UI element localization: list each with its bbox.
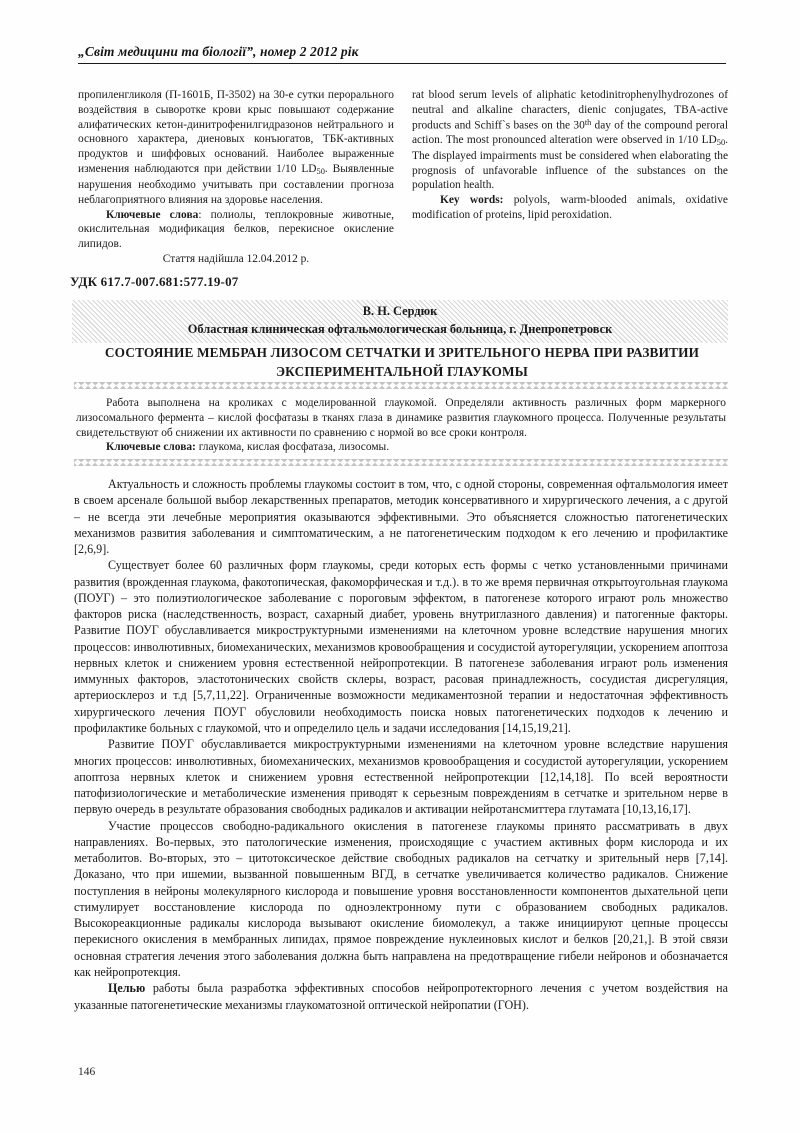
abstract-column-russian	[78, 88, 394, 267]
running-head	[78, 44, 726, 64]
body-paragraph-goal	[74, 980, 728, 1013]
keywords-ru-paragraph	[78, 208, 394, 252]
abstract-en-superscript: th	[584, 117, 592, 127]
zigzag-rule-top	[74, 382, 728, 389]
keywords-ru-label: Ключевые слова	[106, 208, 199, 221]
article-body	[74, 476, 728, 1013]
abstract-column-english	[412, 88, 728, 223]
keywords-en-paragraph	[412, 193, 728, 223]
article-title-line-2: ЭКСПЕРИМЕНТАЛЬНОЙ ГЛАУКОМЫ	[276, 363, 528, 379]
author-name: В. Н. Сердюк	[362, 304, 438, 318]
abstract-en-subscript: 50	[716, 137, 726, 147]
body-paragraph-4: Участие процессов свободно-радикального окисления в патогенезе глаукомы принято рассматривать в двух направлениях. Во-первых, это патологические изменения, происходящие с участием активных форм кислорода и их метаболитов. Во-вторых, это – цитотоксическое действие свободных радикалов на сетчатку и зрительный нерв [7,14]. Доказано, что при ишемии, вызванной повышенным ВГД, в сетчатке увеличивается количество радикалов. Снижение поступления в нейроны молекулярного кислорода и повышение уровня восстановленности компонентов дыхательной цепи стимулирует восстановление кислорода по одноэлектронному пути с образованием свободных радикалов. Высокореакционные радикалы кислорода вызывают окисление биомолекул, а также инициируют цепные процессы перекисного окисления в мембранных липидах, прямое повреждение нуклеиновых кислот и белков [20,21,]. В этой связи основная стратегия лечения этого заболевания должна быть направлена на предотвращение гибели нейронов и обозначается как нейропротекция.	[74, 818, 728, 979]
page-number: 146	[78, 1066, 96, 1078]
abstract-ru-paragraph	[78, 88, 394, 208]
article-abstract-body	[74, 389, 728, 459]
abstract-ru-text: пропиленгликоля (П-1601Б, П-3502) на 30-е сутки перорального воздействия в сыворотке крови крыс повышают содержание алифатических кетон-динитрофенилгидразонов нейтрального и основного характера, диеновых конъюгатов, ТБК-активных продуктов и шиффовых оснований. Наиболее выраженные изменения наблюдаются при действии 1/10 LD	[78, 89, 394, 176]
previous-article-abstracts	[78, 88, 728, 267]
abstract-en-part3: . The displayed impairments must be considered when elaborating the prognosis of unfavorable influence of the substances on the population health.	[412, 133, 728, 192]
body-paragraph-3: Развитие ПОУГ обуславливается микроструктурными изменениями на клеточном уровне вследствие нарушения многих процессов: инволютивных, биомеханических, механизмов кровообращения и сосудистой ауторегуляции, ускорением апоптоза нервных клеток и снижением уровня естественной нейропротекции [12,14,18]. По всей вероятности патофизиологические и метаболические изменения приводят к серьезным повреждениям в сетчатке и зрительном нерве в первую очередь в результате образования свободных радикалов и активации нейротансмиттера глутамата [10,13,16,17].	[74, 737, 728, 817]
abstract-en-part1: rat blood serum levels of aliphatic ketodinitrophenylhydrozones of neutral and alkaline characters, dienic conjugates, TBA-active products and Schiff`s bases on the 30	[412, 89, 728, 132]
article-title	[78, 344, 726, 382]
running-head-rule	[78, 63, 726, 64]
article-keywords-text: глаукома, кислая фосфатаза, лизосомы.	[195, 441, 390, 454]
udk-code: УДК 617.7-007.681:577.19-07	[70, 274, 239, 289]
abstract-en-paragraph	[412, 88, 728, 193]
author-band	[72, 300, 728, 343]
body-paragraph-2: Существует более 60 различных форм глаукомы, среди которых есть формы с четко установленными причинами развития (врожденная глаукома, факотопическая, факоморфическая и т.д.). в то же время первичная открытоугольная глаукома (ПОУГ) – это полиэтиологическое заболевание с пороговым эффектом, в патогенезе которого играют роль множество факторов риска (наследственность, возраст, сахарный диабет, уровень внутриглазного давления) и патогенные факторы. Развитие ПОУГ обуславливается микроструктурными изменениями на клеточном уровне вследствие нарушения многих процессов: инволютивных, биомеханических, механизмов кровообращения и сосудистой ауторегуляции, ускорением апоптоза нервных клеток и снижением уровня естественной нейропротекции. В патогенезе заболевания играют роль изменения иммунных факторов, эластотонических свойств склеры, возраст, расовая принадлежность, сосудистая дисрегуляция, артериосклероз и т.д [5,7,11,22]. Ограниченные возможности медикаментозной терапии и недостаточная эффективность хирургического лечения ПОУГ обусловили необходимость поиска новых патогенетических подходов к лечению и профилактике больных с глаукомой, что и определило цель и задачи исследования [14,15,19,21].	[74, 558, 728, 735]
zigzag-rule-bottom	[74, 459, 728, 466]
author-affiliation: Областная клиническая офтальмологическая больница, г. Днепропетровск	[187, 321, 613, 336]
goal-text: работы была разработка эффективных способов нейропротекторного лечения с учетом воздействия на указанные патогенетические механизмы глаукоматозной оптической нейропатии (ГОН).	[74, 981, 728, 1012]
abstract-en-part2: day of the compound peroral action. The most pronounced alteration were observed in 1/10 LD	[412, 119, 728, 146]
goal-label: Целью	[108, 981, 146, 996]
submitted-date: Стаття надійшла 12.04.2012 р.	[162, 253, 310, 266]
body-paragraph-1: Актуальность и сложность проблемы глаукомы состоит в том, что, с одной стороны, современная офтальмология имеет в своем арсенале большой выбор лекарственных препаратов, методик консервативного и хирургического лечения, а с другой – не всегда эти лечебные мероприятия оказываются эффективными. Это объясняется сложностью патогенетических механизмов развития заболевания и симптоматическим, а не патогенетическим подходом к его лечению и профилактике [2,6,9].	[74, 477, 728, 557]
article-keywords-paragraph	[76, 440, 726, 455]
running-head-text: „Світ медицини та біології”, номер 2 2012 рік	[78, 44, 359, 59]
keywords-en-text: polyols, warm-blooded animals, oxidative modification of proteins, lipid peroxidation.	[412, 194, 728, 221]
abstract-ru-tail: . Выявленные нарушения необходимо учитывать при составлении прогноза неблагоприятного влияния на здоровье населения.	[78, 163, 394, 206]
keywords-ru-text: : полиолы, теплокровные животные, окислительная модификация белков, перекисное окисление липидов.	[78, 208, 394, 251]
article-keywords-label: Ключевые слова:	[106, 441, 196, 454]
article-abstract-block	[74, 382, 728, 466]
article-abstract-text: Работа выполнена на кроликах с моделированной глаукомой. Определяли активность различных форм маркерного лизосомального фермента – кислой фосфатазы в тканях глаза в динамике развития глаукомного процесса. Полученные результаты свидетельствуют об снижении их активности по сравнению с нормой во все сроки контроля.	[76, 397, 726, 439]
abstract-ru-subscript: 50	[316, 166, 325, 176]
keywords-en-label: Key words:	[440, 194, 504, 207]
article-title-line-1: СОСТОЯНИЕ МЕМБРАН ЛИЗОСОМ СЕТЧАТКИ И ЗРИТЕЛЬНОГО НЕРВА ПРИ РАЗВИТИИ	[104, 345, 700, 360]
